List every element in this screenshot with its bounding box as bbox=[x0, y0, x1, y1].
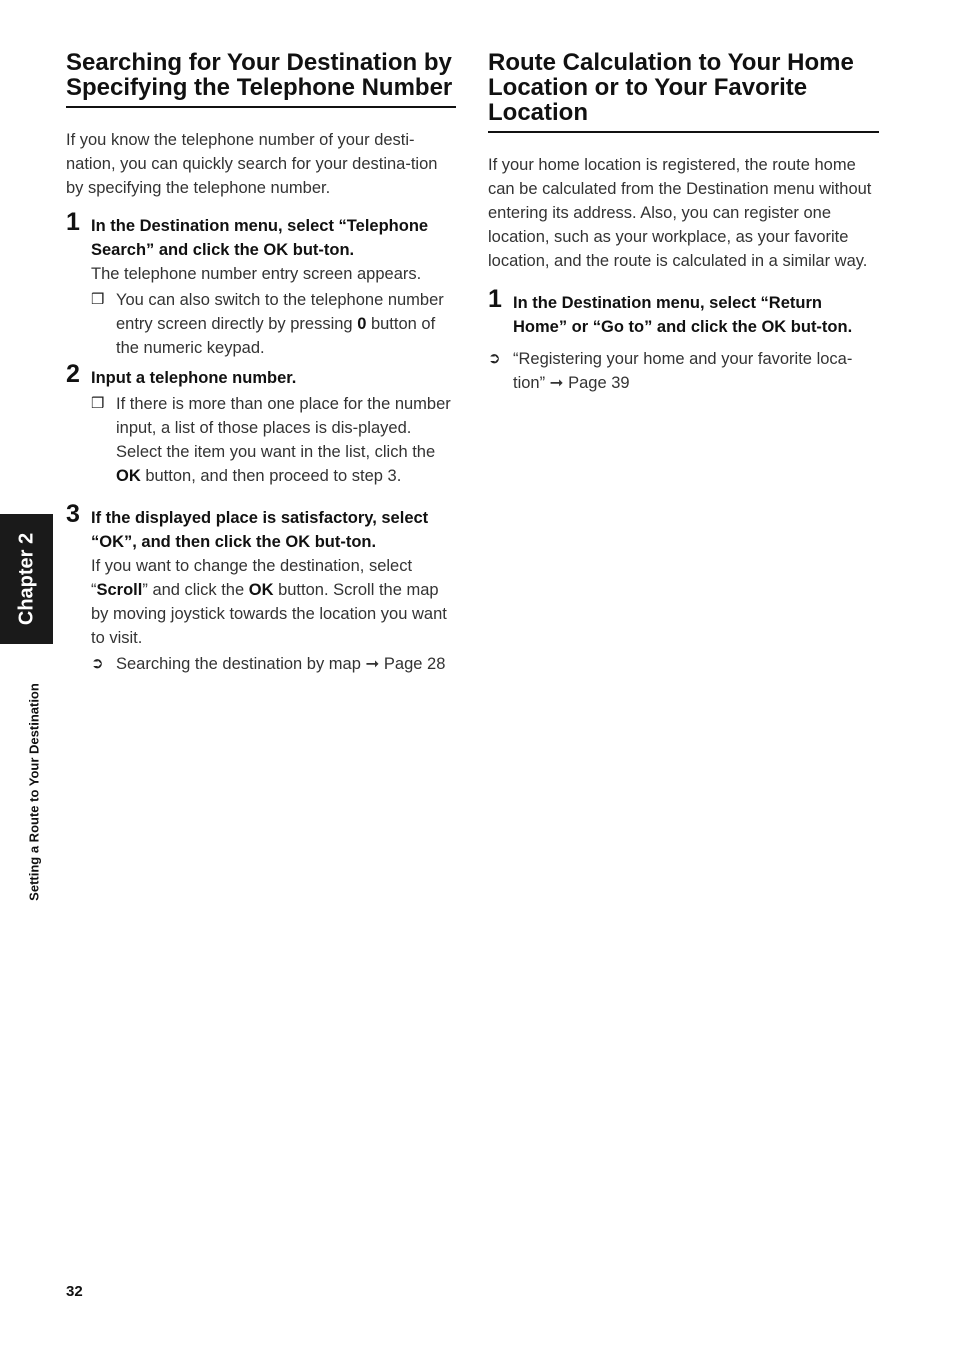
step-body: The telephone number entry screen appears. bbox=[91, 265, 422, 283]
step-3 bbox=[66, 500, 456, 676]
section-side-label: Setting a Route to Your Destination bbox=[26, 683, 42, 901]
step-title: In the Destination menu, select “Return Home” or “Go to” and click the OK but-ton. bbox=[513, 294, 853, 336]
left-column bbox=[66, 50, 456, 676]
note-text: button, and then proceed to step 3. bbox=[140, 467, 402, 485]
section-heading-telephone: Searching for Your Destination by Specifying the Telephone Number bbox=[66, 50, 456, 108]
body-text: button. Scroll the map by moving joystick towards the location you want to visit. bbox=[91, 581, 447, 647]
step-title: In the Destination menu, select “Telephone Search” and click the OK but-ton. bbox=[91, 217, 429, 259]
step-body bbox=[91, 554, 456, 650]
section-heading-route-home: Route Calculation to Your Home Location or to Your Favorite Location bbox=[488, 50, 879, 133]
chapter-label: Chapter 2 bbox=[15, 532, 37, 626]
chapter-tab bbox=[0, 514, 53, 644]
note bbox=[91, 288, 456, 360]
note-text: button of the numeric keypad. bbox=[116, 315, 436, 357]
intro-paragraph: If you know the telephone number of your desti-nation, you can quickly search for your destina-tion by specifying the telephone number. bbox=[66, 131, 438, 197]
right-column bbox=[488, 50, 879, 395]
intro-paragraph: If your home location is registered, the route home can be calculated from the Destination menu without entering its address. Also, you can register one location, such as your workplace, as your favorite location, and the route is calculated in a similar way. bbox=[488, 156, 872, 270]
step-number: 2 bbox=[66, 360, 80, 388]
key-label: Scroll bbox=[96, 581, 143, 599]
reference-text: Searching the destination by map ➞ Page 28 bbox=[116, 655, 446, 673]
step-title: If the displayed place is satisfactory, select “OK”, and then click the OK but-ton. bbox=[91, 509, 429, 551]
checkbox-icon: ❒ bbox=[91, 291, 105, 308]
note-text: If there is more than one place for the number input, a list of those places is dis-played. Select the item you want in the list, clich the bbox=[116, 395, 451, 461]
key-label: OK bbox=[248, 581, 274, 599]
step-1 bbox=[488, 285, 879, 339]
reference-arrow-icon: ➲ bbox=[488, 350, 501, 367]
step-title: Input a telephone number. bbox=[91, 369, 297, 387]
note bbox=[91, 392, 456, 488]
reference-text: “Registering your home and your favorite loca-tion” ➞ Page 39 bbox=[513, 350, 853, 392]
body-text: ” and click the bbox=[142, 581, 249, 599]
key-label: OK bbox=[116, 467, 141, 485]
step-2 bbox=[66, 360, 456, 488]
checkbox-icon: ❒ bbox=[91, 395, 105, 412]
step-number: 1 bbox=[66, 208, 80, 236]
body-text: If you want to change the destination, select “ bbox=[91, 557, 413, 599]
cross-reference bbox=[488, 347, 879, 395]
note-text: You can also switch to the telephone number entry screen directly by pressing bbox=[116, 291, 444, 333]
page-number: 32 bbox=[66, 1283, 83, 1300]
step-1 bbox=[66, 208, 456, 360]
step-number: 1 bbox=[488, 285, 502, 313]
cross-reference bbox=[91, 652, 456, 676]
reference-arrow-icon: ➲ bbox=[91, 655, 104, 672]
key-label: 0 bbox=[357, 315, 367, 333]
step-number: 3 bbox=[66, 500, 80, 528]
